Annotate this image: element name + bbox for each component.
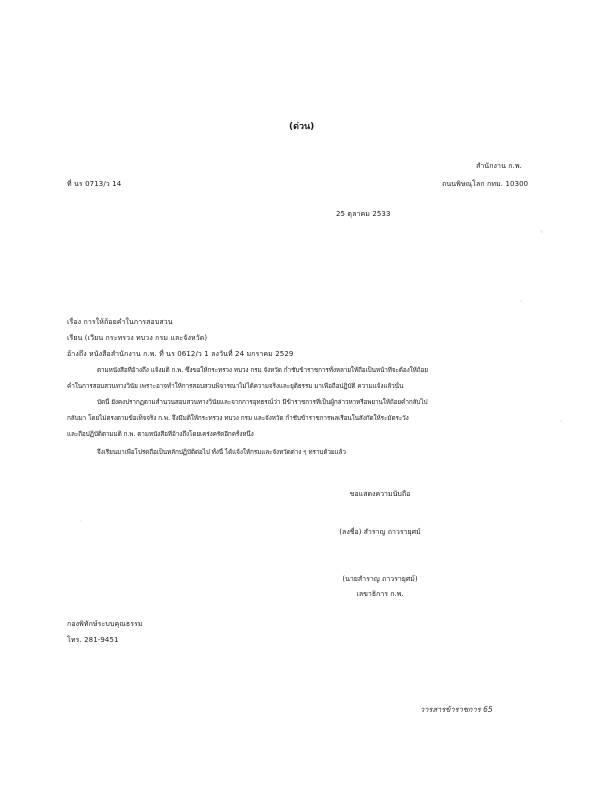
classification-mark: (ด่วน) xyxy=(289,122,315,132)
body-paragraph-line: และถือปฏิบัติตามมติ ก.พ. ตามหนังสือที่อ้างถึงโดยเคร่งครัดอีกครั้งหนึ่ง xyxy=(67,430,254,438)
scan-speckle xyxy=(540,230,543,233)
subject-line: เรื่อง การให้ถ้อยคำในการสอบสวน xyxy=(67,318,173,326)
division-name: กองพิทักษ์ระบบคุณธรรม xyxy=(67,620,143,628)
source-footer: วารสารข้าราชการ 65 xyxy=(420,705,493,714)
sender-office: สำนักงาน ก.พ. xyxy=(476,162,522,170)
body-paragraph-line: กลับมา โดยไม่ตรงตามข้อเท็จจริง ก.พ. จึงมีมติให้กระทรวง ทบวง กรม และจังหวัด กำชับข้าราชการพลเรือนในสังกัดให้ระมัดระวัง xyxy=(67,414,409,422)
body-paragraph-line: คำในการสอบสวนทางวินัย เพราะอาจทำให้การสอบสวนพิจารณาไม่ได้ความจริงและยุติธรรม มาเพื่อถือปฏิบัติ ความแจ้งแล้วนั้น xyxy=(67,382,404,390)
phone-number: โทร. 281-9451 xyxy=(67,636,119,644)
reference-line: อ้างถึง หนังสือสำนักงาน ก.พ. ที่ นร 0612/ว 1 ลงวันที่ 24 มกราคม 2529 xyxy=(67,350,294,358)
body-paragraph-line: บัดนี้ ยังคงปรากฏตามสำนวนสอบสวนทางวินัยและจากการอุทธรณ์ว่า มีข้าราชการที่เป็นผู้กล่าวหาหรือพยานให้ถ้อยคำกลับไป xyxy=(97,398,428,406)
sender-address: ถนนพิษณุโลก กทม. 10300 xyxy=(442,180,529,188)
signature-line: (ลงชื่อ) สำราญ ถาวรายุศม์ xyxy=(339,528,421,536)
addressee-line: เรียน (เวียน กระทรวง ทบวง กรม และจังหวัด) xyxy=(67,334,208,342)
salutation: ขอแสดงความนับถือ xyxy=(349,490,411,498)
signer-title: เลขาธิการ ก.พ. xyxy=(356,590,404,598)
signer-name: (นายสำราญ ถาวรายุศม์) xyxy=(342,575,418,583)
closing-request: จึงเรียนมาเพื่อโปรดถือเป็นหลักปฏิบัติต่อไป ทั้งนี้ ได้แจ้งให้กรมและจังหวัดต่าง ๆ ทราบด้วยแล้ว xyxy=(97,448,346,456)
scan-speckle xyxy=(80,520,82,522)
scan-speckle xyxy=(520,300,522,302)
reference-number: ที่ นร 0713/ว 14 xyxy=(67,180,122,188)
document-date: 25 ตุลาคม 2533 xyxy=(336,210,391,218)
body-paragraph-line: ตามหนังสือที่อ้างถึง แจ้งมติ ก.พ. ซึ่งขอให้กระทรวง ทบวง กรม จังหวัด กำชับข้าราชการทั้งหลายให้ถือเป็นหน้าที่จะต้องให้ถ้อย xyxy=(97,366,428,374)
